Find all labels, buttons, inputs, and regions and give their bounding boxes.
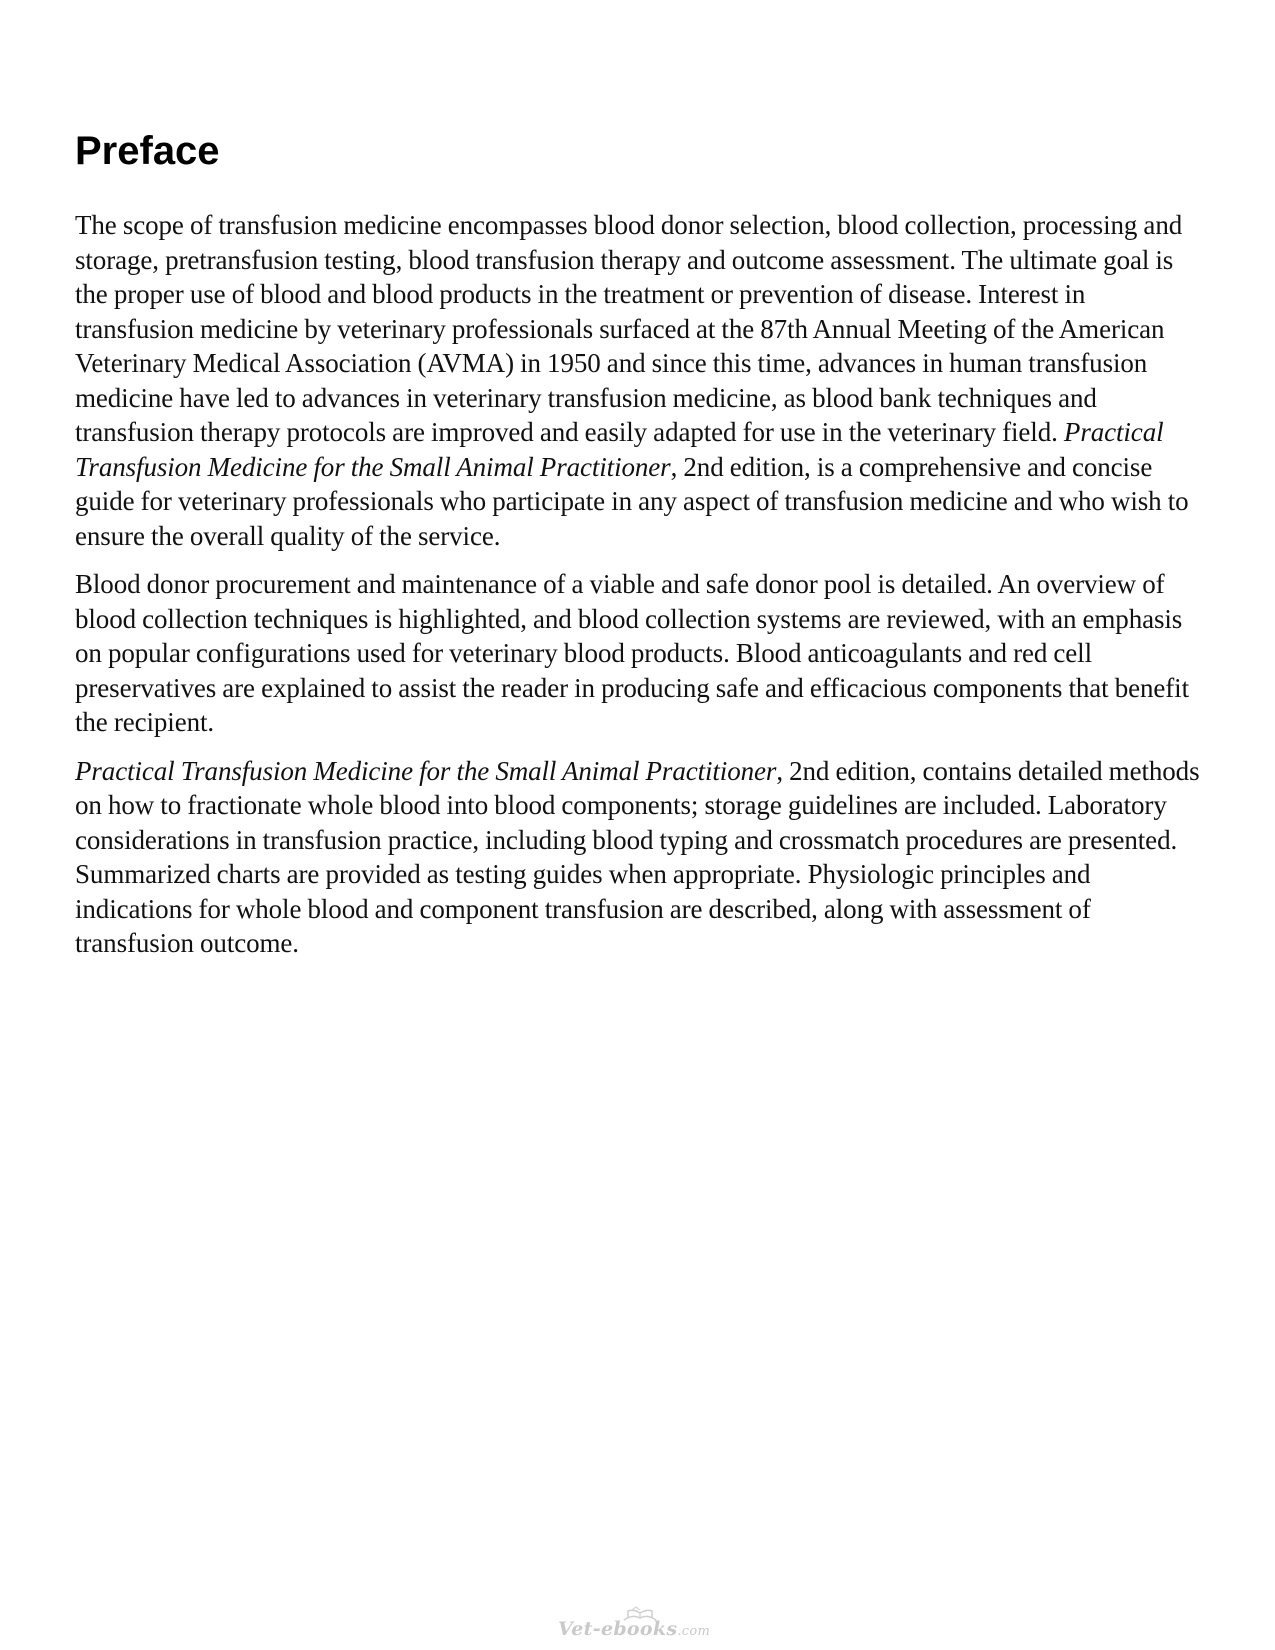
watermark-suffix: .com [677,1624,711,1639]
paragraph-1 [75,208,1203,553]
paragraph-1-text-a: The scope of transfusion medicine encompasses blood donor selection, blood collection, processing and storage, pretransfusion testing, blood transfusion therapy and outcome assessment. The ultimate goal is the proper use of blood and blood products in the treatment or prevention of disease. Interest in transfusion medicine by veterinary professionals surfaced at the 87th Annual Meeting of the American Veterinary Medical Association (AVMA) in 1950 and since this time, advances in human transfusion medicine have led to advances in veterinary transfusion medicine, as blood bank techniques and transfusion therapy protocols are improved and easily adapted for use in the veterinary field. [75,210,1183,447]
book-title-italic: Practical Transfusion Medicine for the Small Animal Practitioner [75,755,777,786]
watermark-text [558,1618,710,1640]
paragraph-2-text: Blood donor procurement and maintenance of a viable and safe donor pool is detailed. An overview of blood collection techniques is highlighted, and blood collection systems are reviewed, with an emphasis on popular configurations used for veterinary blood products. Blood anticoagulants and red cell preservatives are explained to assist the reader in producing safe and efficacious components that benefit the recipient. [75,569,1189,737]
paragraph-1-text-b: , 2nd edition, is a comprehensive and concise guide for veterinary professionals who participate in any aspect of transfusion medicine and who wish to ensure the overall quality of the service. [75,451,1189,551]
watermark-logo [558,1608,728,1642]
watermark-main: Vet-ebooks [558,1618,678,1640]
paragraph-3-text: , 2nd edition, contains detailed methods on how to fractionate whole blood into blood components; storage guidelines are included. Laboratory considerations in transfusion practice, including blood typing and crossmatch procedures are presented. Summarized charts are provided as testing guides when appropriate. Physiologic principles and indications for whole blood and component transfusion are described, along with assessment of transfusion outcome. [75,755,1200,958]
paragraph-3 [75,754,1203,961]
book-title-italic: Practical Transfusion Medicine for the Small Animal Practitioner [75,417,1164,482]
paragraph-2 [75,567,1203,740]
page-title: Preface [75,129,220,173]
page-content [75,128,1203,975]
